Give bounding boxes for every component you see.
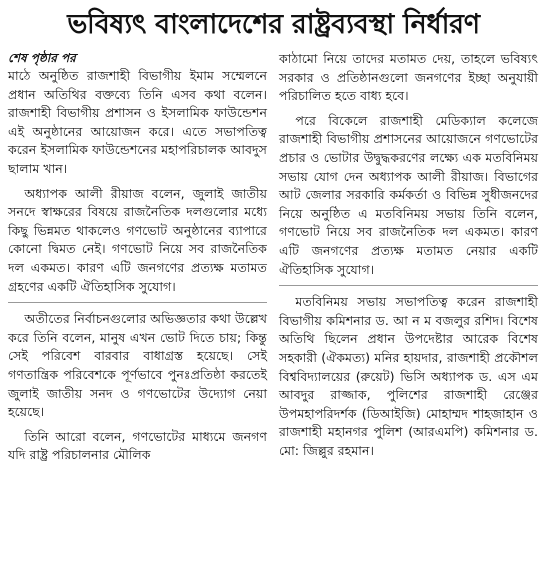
article-columns — [8, 50, 539, 471]
continuation-label: শেষ পৃষ্ঠার পর — [8, 51, 76, 65]
paragraph: কাঠামো নিয়ে তাদের মতামত দেয়, তাহলে ভবিষ্যৎ সরকার ও প্রতিষ্ঠানগুলো জনগণের ইচ্ছা অনুযায়ী পরিচালিত হতে বাধ্য হবে। — [279, 51, 538, 104]
paragraph: মাঠে অনুষ্ঠিত রাজশাহী বিভাগীয় ইমাম সম্মেলনে প্রধান অতিথির বক্তব্যে তিনি এসব কথা বলেন। রাজশাহী বিভাগীয় প্রশাসন ও ইসলামিক ফাউন্ডেশন এই অনুষ্ঠানের আয়োজন করে। এতে সভাপতিত্ব করেন ইসলামিক ফাউন্ডেশনের মহাপরিচালক আবদুস ছালাম খান। — [8, 68, 267, 176]
paragraph: অতীতের নির্বাচনগুলোর অভিজ্ঞতার কথা উল্লেখ করে তিনি বলেন, মানুষ এখন ভোট দিতে চায়; কিন্তু সেই পরিবেশ বারবার বাধাগ্রস্ত হয়েছে। সেই গণতান্ত্রিক পরিবেশকে পূর্ণভাবে পুনঃপ্রতিষ্ঠা করতেই জুলাই জাতীয় সনদ ও গণভোটের উদ্যোগ নেয়া হয়েছে। — [8, 311, 267, 420]
paragraph: অধ্যাপক আলী রীয়াজ বলেন, জুলাই জাতীয় সনদে স্বাক্ষরের বিষয়ে রাজনৈতিক দলগুলোর মধ্যে কিছু ভিন্নমত থাকলেও গণভোট অনুষ্ঠানের ব্যাপারে কোনো দ্বিমত নেই। গণভোট নিয়ে সব রাজনৈতিক দল একমত। কারণ এটি জনগণের প্রত্যক্ষ মতামত গ্রহণের একটি ঐতিহাসিক সুযোগ। — [8, 185, 267, 294]
left-column — [8, 50, 267, 471]
right-column — [279, 50, 538, 471]
paragraph: মতবিনিময় সভায় সভাপতিত্ব করেন রাজশাহী বিভাগীয় কমিশনার ড. আ ন ম বজলুর রশিদ। বিশেষ অতিথি ছিলেন প্রধান উপদেষ্টার আরেক বিশেষ সহকারী (ঐকমত্য) মনির হায়দার, রাজশাহী প্রকৌশল বিশ্ববিদ্যালয়ের (রুয়েট) ভিসি অধ্যাপক ড. এস এম আবদুর রাজ্জাক, পুলিশের রাজশাহী রেঞ্জের উপমহাপরিদর্শক (ডিআইজি) মোহাম্মদ শাহজাহান ও রাজশাহী মহানগর পুলিশ (আরএমপি) কমিশনার ড. মো: জিল্লুর রহমান। — [279, 294, 538, 458]
divider — [8, 302, 267, 303]
paragraph: তিনি আরো বলেন, গণভোটের মাধ্যমে জনগণ যদি রাষ্ট্র পরিচালনার মৌলিক — [8, 428, 267, 463]
divider — [279, 285, 538, 286]
headline: ভবিষ্যৎ বাংলাদেশের রাষ্ট্রব্যবস্থা নির্ধারণ — [67, 9, 480, 40]
paragraph: পরে বিকেলে রাজশাহী মেডিক্যাল কলেজে রাজশাহী বিভাগীয় প্রশাসনের আয়োজনে গণভোটের প্রচার ও ভোটার উদ্বুদ্ধকরণের লক্ষ্যে এক মতবিনিময় সভায় যোগ দেন অধ্যাপক আলী রীয়াজ। বিভাগের আট জেলার সরকারি কর্মকর্তা ও বিভিন্ন সুধীজনদের নিয়ে অনুষ্ঠিত এ মতবিনিময় সভায় তিনি বলেন, গণভোট নিয়ে সব রাজনৈতিক দল একমত। কারণ এটি জনগণের প্রত্যক্ষ মতামত নেয়ার একটি ঐতিহাসিক সুযোগ। — [279, 112, 538, 277]
